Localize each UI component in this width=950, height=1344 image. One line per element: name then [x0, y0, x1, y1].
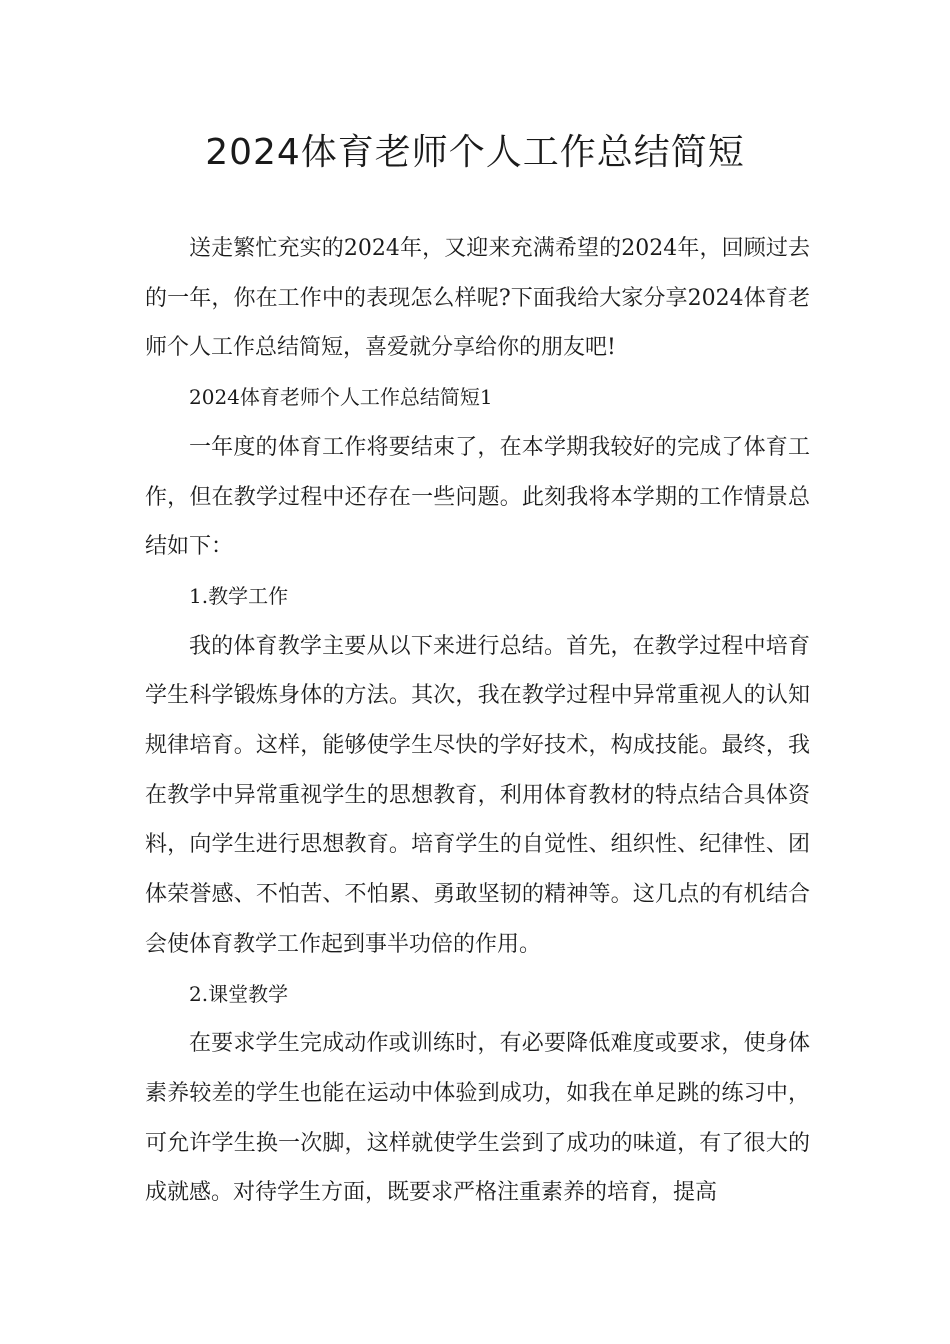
document-title: 2024体育老师个人工作总结简短	[205, 132, 745, 173]
overview-paragraph: 一年度的体育工作将要结束了，在本学期我较好的完成了体育工作，但在教学过程中还存在一些问题。此刻我将本学期的工作情景总结如下：	[145, 434, 810, 560]
section-heading-summary-1: 2024体育老师个人工作总结简短1	[189, 385, 493, 410]
document-body	[145, 224, 810, 1218]
section-heading-teaching-work: 1.教学工作	[189, 583, 289, 608]
intro-paragraph: 送走繁忙充实的2024年，又迎来充满希望的2024年，回顾过去的一年，你在工作中的表现怎么样呢?下面我给大家分享2024体育老师个人工作总结简短，喜爱就分享给你的朋友吧!	[145, 236, 810, 361]
classroom-teaching-paragraph: 在要求学生完成动作或训练时，有必要降低难度或要求，使身体素养较差的学生也能在运动中体验到成功，如我在单足跳的练习中，可允许学生换一次脚，这样就使学生尝到了成功的味道，有了很大的成就感。对待学生方面，既要求严格注重素养的培育，提高	[145, 1031, 810, 1206]
teaching-work-paragraph: 我的体育教学主要从以下来进行总结。首先，在教学过程中培育学生科学锻炼身体的方法。其次，我在教学过程中异常重视人的认知规律培育。这样，能够使学生尽快的学好技术，构成技能。最终，我在教学中异常重视学生的思想教育，利用体育教材的特点结合具体资料，向学生进行思想教育。培育学生的自觉性、组织性、纪律性、团体荣誉感、不怕苦、不怕累、勇敢坚韧的精神等。这几点的有机结合会使体育教学工作起到事半功倍的作用。	[145, 633, 810, 957]
section-heading-classroom-teaching: 2.课堂教学	[189, 981, 289, 1006]
